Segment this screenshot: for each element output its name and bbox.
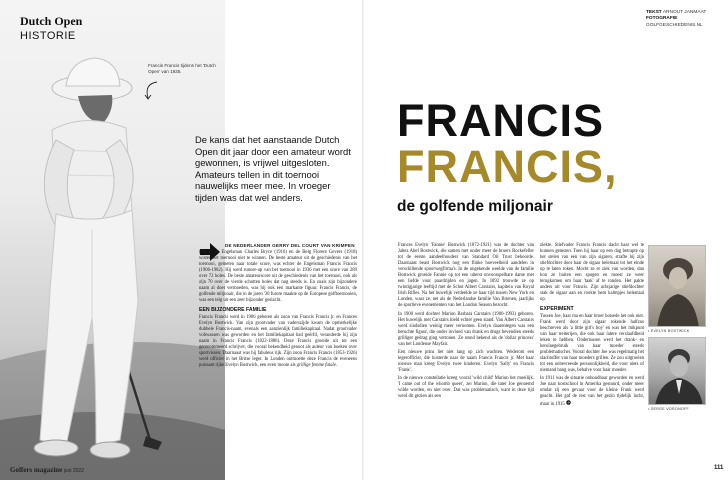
lead-caps: DE NEDERLANDER GERRY DEL COURT VAN KRIMPEN [225, 243, 355, 248]
page-number: 111 [714, 465, 724, 471]
column-a-paragraph-3: Een nieuwe prins liet niet lang op zich wachten. Wederom een legerofficier, die luisterde naar de naam Francis Francis jr. Met haar nieuwe man kreeg Evelyn twee kinderen: Evelyn 'Sally' en Francis 'Frank'. [398, 349, 534, 373]
portrait-evelyn-figure [649, 246, 706, 327]
lead-text: (1915), de Engelsman Charles Bryce (1916) en de Belg Florent Gevers (1918) wisten het toernooi niet te winnen. De beste amateur uit de geschiedenis van het toernooi, gemeten naar totale score, was echter de Engelsman Francis Francis (1906-1982). Hij werd runner-up van het toernooi in 1936 met een score van 289 over 72 holes. De beste amateurscore uit de geschiedenis van het toernooi, ook als zijn 70 over de vierde schotten holes dat nog steeds is. En zoals zijn bijzondere naam al doet vermoeden, was hij ook een markante figuur. Francis Francis, de golfende miljonair, die in de jaren '30 furore maakte op de Europese golftoernooien, was een telg uit een zeer bijzonder geslacht. [199, 250, 357, 304]
column-b [540, 243, 644, 410]
portrait-caption-2: • SERGE VORONOFF [648, 407, 690, 411]
left-body-column [199, 243, 357, 371]
magazine-footer [10, 466, 84, 474]
article-subtitle: de golfende miljonair [397, 198, 553, 215]
photo-credit-name: GOLFGESCHIEDENIS.NL [646, 22, 703, 28]
portrait-evelyn [648, 245, 706, 327]
subhead-experiment: EXPERIMENT [540, 306, 574, 313]
right-page [364, 0, 728, 480]
section-label [20, 14, 82, 42]
text-credit-name: ARNOUT JANMAAT [662, 10, 707, 15]
column-b-paragraph: ziekte. Stiefvader Francis Francis dacht haar wel te kunnen genezen. Toen hij haar op een dag betrapte op het stelen van een van zijn sigaren, strafte hij zijn stiefdochter door haar de sigaar helemaal tot het einde op te laten roken. Mocht ze er ziek van worden, dan kon ze buiten een spugen en moest ze weer terugkomen om haar 'taak' af te ronden. Het pakte anders uit voor Francis. Zijn achtjarige stiefdochter stak de sigaar aan en rookte hem kalmpjes helemaal op. [540, 243, 644, 303]
family-paragraph [199, 315, 357, 369]
section-title: Dutch Open [20, 14, 83, 28]
family-emphasis: grillige femme fatale [296, 362, 336, 368]
family-end: . [335, 362, 337, 368]
title-line-1: FRANCIS [397, 95, 604, 146]
photo-credit [646, 16, 728, 29]
column-a-paragraph-4: In de nieuwe constellatie kreeg vooral 'wild child' Marion het moeilijk. 'I came out of the whomb queer', zei Marion, die later Joe genoemd wilde worden, en niet over. Dat was problematisch, want in deze tijd werd dit gezien als een [398, 375, 534, 400]
section-subtitle: HISTORIE [20, 30, 76, 42]
column-b-paragraph-2: Tussen Joe, haar ma en haar broer botsede het ook niet. Frank werd door zijn sigaar rokende halfzus beschreven als 'a little girl's boy' en was het mikpunt van haar treiterijen, die ook haar latere verslaafdheid leken te hebben. Ondertussen werd het drank- en heroïnegebruik van haar moeder steeds problematischer. Vooral dochter Joe was regelmatig het slachtoffer van haar moeders grillen. Ze zou uitgroeien tot een onbevreesde persoonlijkheid, die voor niets of niemand bang was, behalve voor haar moeder. [540, 313, 644, 373]
column-b-paragraph-3 [540, 376, 644, 408]
subhead-family: EEN BIJZONDERE FAMILIE [199, 307, 267, 314]
lead-paragraph [199, 243, 357, 304]
portrait-voronoff [648, 337, 706, 405]
magazine-issue: juni 2022 [63, 468, 84, 474]
portrait-caption-1-text: EVELYN BOSTWICK [650, 329, 690, 333]
intro-paragraph: De kans dat het aanstaande Dutch Open dit jaar door een amateur wordt gewonnen, is vrijwel uitgesloten. Amateurs tellen in dit toernooi nauwelijks meer mee. In vroeger tijden was dat wel anders. [195, 134, 351, 203]
column-b-paragraph-3-text: In 1911 was de situatie onhoudbaar geworden en werd Joe naar kostschool in Amerika gestuurd, onder meer omdat zij een gevaar voor de kleine Frank werd geacht. Het gaf de rest van het gezin tijdelijk lucht, maar in 1915 [540, 375, 644, 408]
column-a-paragraph-1: Frances Evelyn 'Fannie' Bostwick (1872-1921) was de dochter van Jabez Abel Bostwick, die samen met onder meer de broers Rockefeller tot de eerste aandeelhouders van Standard Oil Trust behoorde. Daarnaast beast Bostwick nog een flinke hoeveelheid aandelen in verschillende spoorwegfirma's. In de ongekende weelde van de familie Bostwick groeide Fannie op tot een uiterst onvoorspelbare dame met een liefde voor paardrijden en jagen. In 1892 trouwde ze op twintigjarige leeftijd met de Schot Albert Carstairs, kapitein van Royal Irish Rifles. Na het huwelijk verdeelde ze haar tijd tussen New York en Londen, waar ze, net als de Nederlandse familie Van Brienen, jaarlijks de sportieve evenementen van het London Season bezocht. [398, 243, 534, 309]
portrait-voronoff-figure [649, 338, 706, 405]
end-mark-icon [566, 400, 571, 405]
photo-credit-label: FOTOGRAFIE [646, 16, 678, 22]
title-line-2: FRANCIS, [397, 141, 618, 192]
magazine-name: Golfers magazine [10, 466, 63, 474]
portrait-caption-2-text: SERGE VORONOFF [650, 407, 690, 411]
curved-arrow-icon [142, 80, 160, 102]
column-a [398, 243, 534, 402]
text-credit-label: TEKST [646, 10, 662, 15]
portrait-caption-1: • EVELYN BOSTWICK [648, 329, 690, 333]
family-text: Francis Francis werd in 1906 geboren als zoon van Francis Francis jr. en Frances Evelyn Bostwick. Van zijn grootvader van vaderszijde kwam de opmerkelijke dubbele Francis-naam, evenals een aanzienlijk familiekapitaal. Nadat grootvader vobwassen was geworden en het familiekapitaal had geërfd, veranderde hij zijn naam in Francis Francis (1822-1886). Deze Francis groeide uit tot een gerenommeerd schrijver, die vooral bekendheid genoot als auteur van boeken over sportvissen. Daarnaast was hij fabuleus rijk. Zijn zoon Francis Francis (1853-1926) werd officier in het Britse leger. In Londen ontmoette deze Francis de eveneens puissant rijke Evelyn Bostwick, een even mooie als [199, 314, 357, 368]
photo-caption: Francis Francis tijdens het 'Dutch Open' van 1935. [148, 63, 216, 74]
credits [646, 10, 728, 29]
column-a-paragraph-2: In 1900 werd dochter Marion Barbara Carstairs (1900-1993) geboren. Het huwelijk met Carstairs hield echter geen stand. Van Albert Carstairs werd sindsdien weinig meer vernomen. Evelyn daarentegen was een beruchte figuur, die onder invloed van drank en drugs bevendien steeds grilliger gedrag ging vertonen. Ze stond bekend als de 'dollar princess' van het Londense Mayfair. [398, 311, 534, 347]
